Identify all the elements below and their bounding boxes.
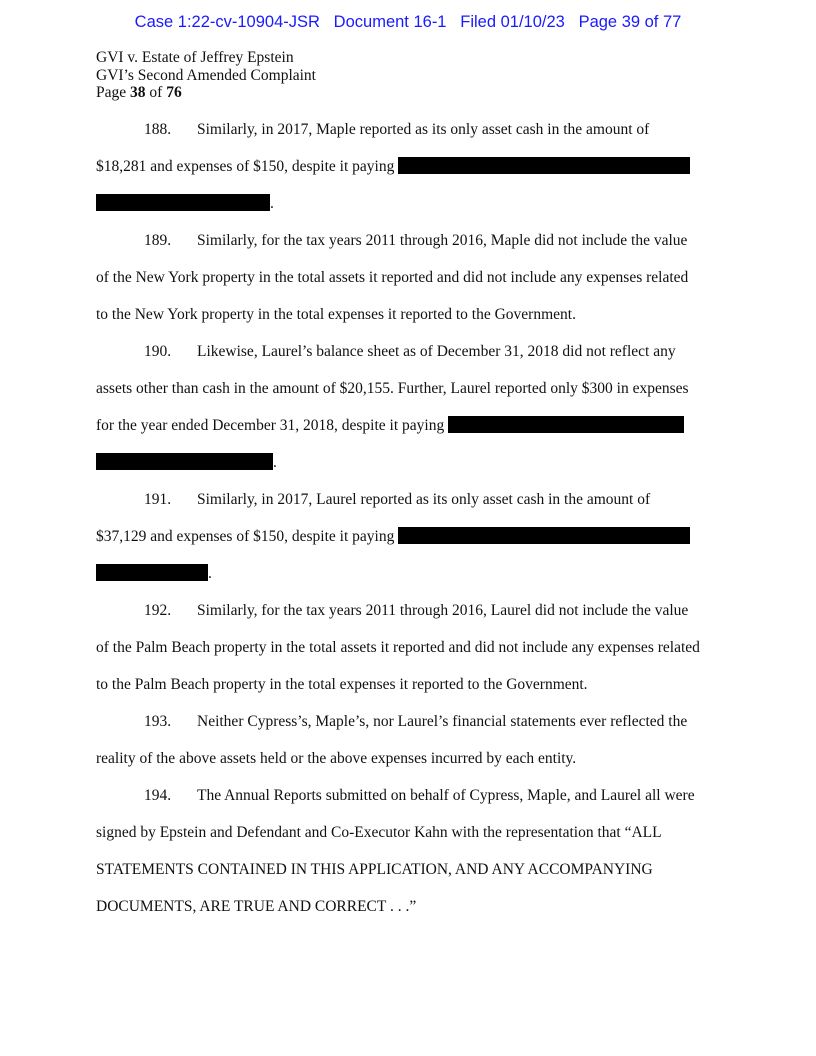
paragraph-189: 189. Similarly, for the tax years 2011 through 2016, Maple did not include the value <box>96 229 720 266</box>
paragraph-194: 194. The Annual Reports submitted on behalf of Cypress, Maple, and Laurel all were <box>96 784 720 821</box>
ecf-filing-header: Case 1:22-cv-10904-JSR Document 16-1 Filed 01/10/23 Page 39 of 77 <box>134 13 682 31</box>
paragraph-number: 191. <box>144 491 172 508</box>
paragraph-190: 190. Likewise, Laurel’s balance sheet as of December 31, 2018 did not reflect any <box>96 340 720 377</box>
case-title: GVI v. Estate of Jeffrey Epstein <box>96 49 294 66</box>
redaction-block <box>96 194 270 211</box>
page-number: Page 38 of 76 <box>96 84 182 101</box>
paragraph-number: 193. <box>144 713 172 730</box>
redaction-block <box>398 527 690 544</box>
document-body: 188. Similarly, in 2017, Maple reported as its only asset cash in the amount of $18,281 and expenses of $150, despite it paying . 189. Similarly, for the tax years 2011 through 2016, Maple did not include the value of the New York property in the total assets it reported and did not include any expenses related to the New York property in the total expenses it reported to the Government. 190. Likewise, Laurel’s balance sheet as of December 31, 2018 did not reflect any assets other than cash in the amount of $20,155. Further, Laurel reported only $300 in expenses for the year ended December 31, 2018, despite it paying . 191. Similarly, in 2017, Laurel reported as its only asset cash in the amount of $37,129 and expenses of $150, despite it paying . 192. Similarly, for the tax years 2011 through 2016, Laurel did not include the value of the Palm Beach property in the total assets it reported and did not include any expenses related to the Palm Beach property in the total expenses it reported to the Government. 193. Neither Cypress’s, Maple’s, nor Laurel’s financial statements ever reflected the reality of the above assets held or the above expenses incurred by each entity. 194. The Annual Reports submitted on behalf of Cypress, Maple, and Laurel all were signed by Epstein and Defendant and Co-Executor Kahn with the representation that “ALL STATEMENTS CONTAINED IN THIS APPLICATION, AND ANY ACCOMPANYING DOCUMENTS, ARE TRUE AND CORRECT . . .” <box>96 118 720 932</box>
redaction-block <box>398 157 690 174</box>
paragraph-number: 194. <box>144 787 172 804</box>
paragraph-number: 192. <box>144 602 172 619</box>
paragraph-191: 191. Similarly, in 2017, Laurel reported as its only asset cash in the amount of <box>96 488 720 525</box>
paragraph-number: 189. <box>144 232 172 249</box>
paragraph-193: 193. Neither Cypress’s, Maple’s, nor Laurel’s financial statements ever reflected the <box>96 710 720 747</box>
paragraph-188: 188. Similarly, in 2017, Maple reported as its only asset cash in the amount of <box>96 118 720 155</box>
document-title: GVI’s Second Amended Complaint <box>96 66 316 84</box>
redaction-block <box>96 453 273 470</box>
redaction-block <box>448 416 684 433</box>
paragraph-number: 190. <box>144 343 172 360</box>
redaction-block <box>96 564 208 581</box>
document-header <box>96 49 316 102</box>
paragraph-192: 192. Similarly, for the tax years 2011 through 2016, Laurel did not include the value <box>96 599 720 636</box>
paragraph-number: 188. <box>144 121 172 138</box>
